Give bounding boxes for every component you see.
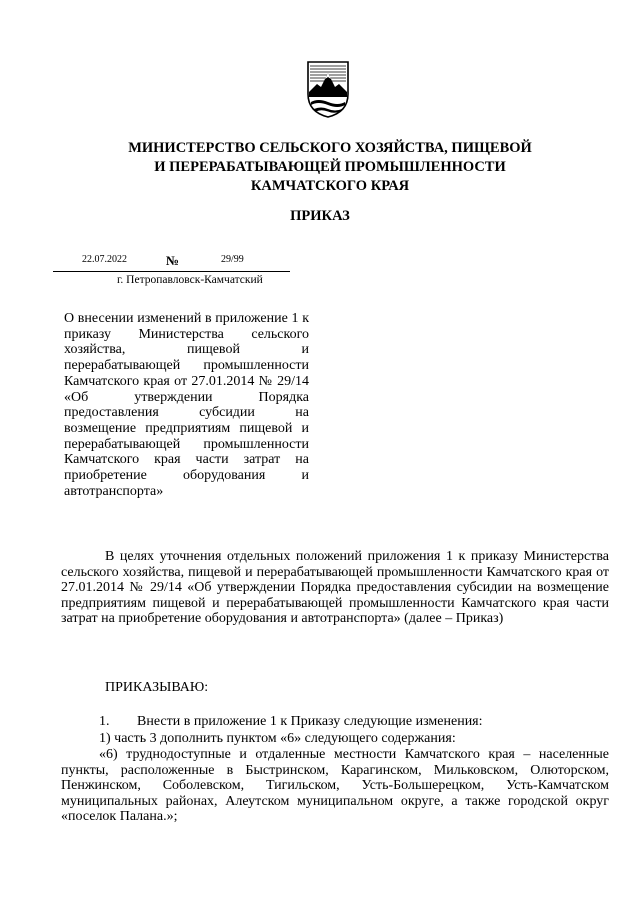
order-date: 22.07.2022 — [82, 254, 127, 265]
order-directive: ПРИКАЗЫВАЮ: — [105, 680, 209, 695]
preamble-paragraph: В целях уточнения отдельных положений приложения 1 к приказу Министерства сельского хозяйства, пищевой и перерабатывающей промышленности Камчатского края от 27.01.2014 № 29/14 «Об утверждении Порядка предоставления субсидии на возмещение предприятиям пищевой и перерабатывающей промышленности Камчатского края части затрат на приобретение оборудования и автотранспорта» (далее – Приказ) — [61, 549, 609, 627]
subitem-1: 1) часть 3 дополнить пунктом «6» следующего содержания: — [99, 731, 456, 746]
order-number: 29/99 — [221, 254, 244, 265]
order-number-sign: № — [166, 253, 180, 268]
ministry-line: И ПЕРЕРАБАТЫВАЮЩЕЙ ПРОМЫШЛЕННОСТИ — [154, 159, 506, 175]
item-1 — [99, 714, 483, 730]
order-subject: О внесении изменений в приложение 1 к приказу Министерства сельского хозяйства, пищевой и перерабатывающей промышленности Камчатского края от 27.01.2014 № 29/14 «Об утверждении Порядка предоставления субсидии на возмещение предприятиям пищевой и перерабатывающей промышленности Камчатского края части затрат на приобретение оборудования и автотранспорта» — [64, 311, 309, 499]
item-1-text: Внести в приложение 1 к Приказу следующие изменения: — [137, 714, 483, 729]
clause-6-paragraph: «6) труднодоступные и отдаленные местности Камчатского края – населенные пункты, расположенные в Быстринском, Карагинском, Мильковском, Олюторском, Пенжинском, Соболевском, Тигильском, Усть-Большерецком, Усть-Камчатском муниципальных районах, Алеутском муниципальном округе, а также городской округ «поселок Палана.»; — [61, 747, 609, 825]
order-city: г. Петропавловск-Камчатский — [117, 274, 263, 286]
item-1-number: 1. — [99, 714, 110, 729]
document-type-title: ПРИКАЗ — [290, 208, 350, 224]
ministry-line: МИНИСТЕРСТВО СЕЛЬСКОГО ХОЗЯЙСТВА, ПИЩЕВОЙ — [128, 140, 532, 156]
kamchatka-emblem-icon — [306, 60, 350, 118]
ministry-line: КАМЧАТСКОГО КРАЯ — [250, 178, 410, 194]
registration-underline — [53, 271, 290, 272]
ministry-name — [60, 139, 600, 196]
